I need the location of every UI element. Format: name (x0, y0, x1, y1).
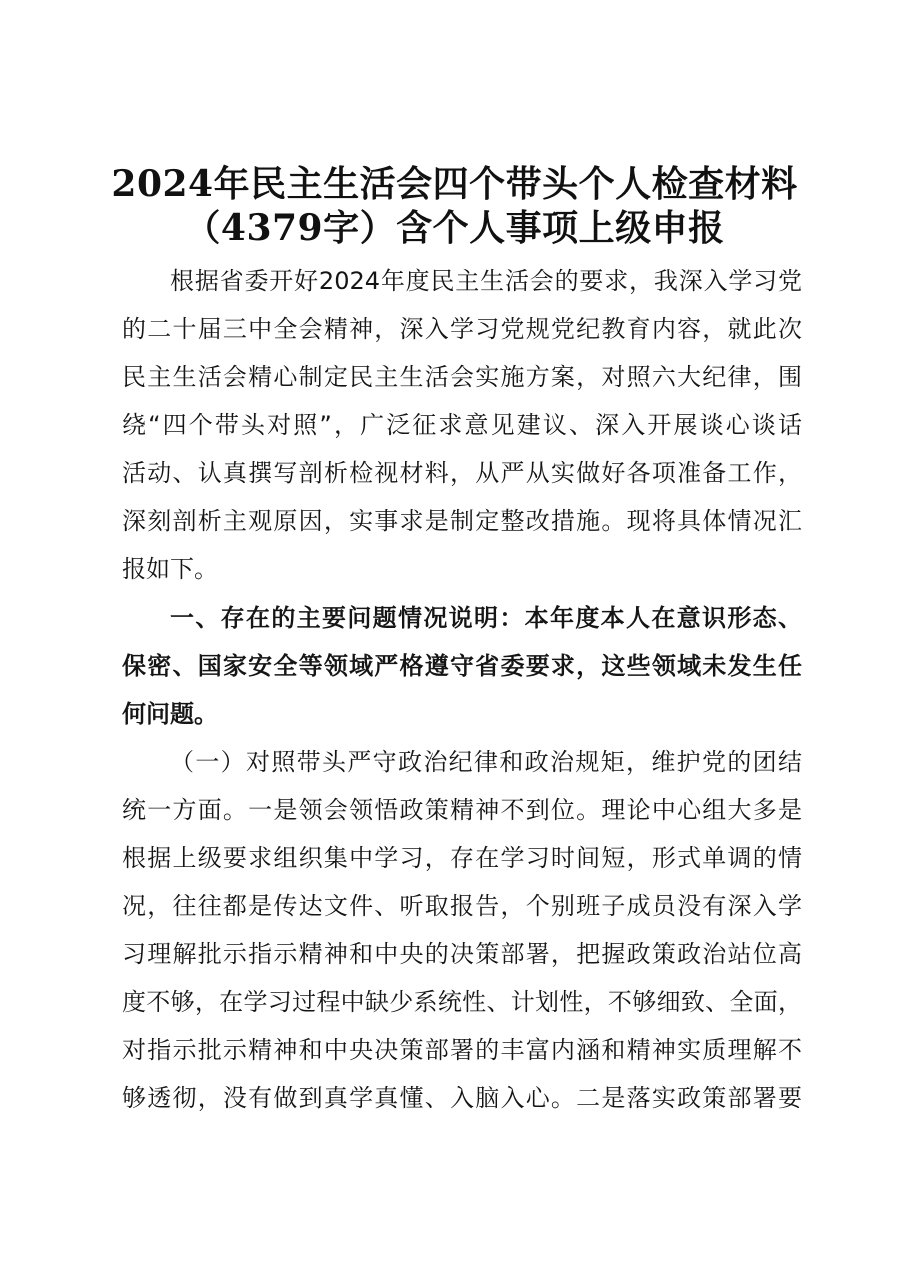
body-text-line: 习理解批示指示精神和中央的决策部署，把握政策政治站位高 (122, 940, 802, 968)
body-text-line: 够透彻，没有做到真学真懂、入脑入心。二是落实政策部署要 (122, 1084, 802, 1112)
body-text-line: 活动、认真撰写剖析检视材料，从严从实做好各项准备工作， (122, 459, 802, 487)
document-title-line-1: 2024年民主生活会四个带头个人检查材料 (111, 163, 798, 205)
body-text-line: 况，往往都是传达文件、听取报告，个别班子成员没有深入学 (122, 892, 802, 920)
document-title-line-2: （4379字）含个人事项上级申报 (184, 207, 725, 249)
body-text-line: 根据上级要求组织集中学习，存在学习时间短，形式单调的情 (122, 844, 802, 872)
body-text-line: 绕“四个带头对照”，广泛征求意见建议、深入开展谈心谈话 (122, 411, 802, 439)
body-text-line: 民主生活会精心制定民主生活会实施方案，对照六大纪律，围 (122, 363, 802, 391)
body-text-line: 的二十届三中全会精神，深入学习党规党纪教育内容，就此次 (122, 315, 802, 343)
body-text-line: 报如下。 (122, 555, 218, 583)
body-text-line: 统一方面。一是领会领悟政策精神不到位。理论中心组大多是 (122, 796, 802, 824)
section-heading-line: 何问题。 (122, 700, 218, 728)
section-heading-line: 保密、国家安全等领域严格遵守省委要求，这些领域未发生任 (122, 652, 802, 680)
body-text-line: 深刻剖析主观原因，实事求是制定整改措施。现将具体情况汇 (122, 507, 802, 535)
body-text-line: 根据省委开好2024年度民主生活会的要求，我深入学习党 (170, 267, 802, 295)
body-text-line: 度不够，在学习过程中缺少系统性、计划性，不够细致、全面， (122, 988, 802, 1016)
section-heading-line: 一、存在的主要问题情况说明：本年度本人在意识形态、 (170, 604, 802, 632)
body-text-line: （一）对照带头严守政治纪律和政治规矩，维护党的团结 (170, 748, 802, 776)
body-text-line: 对指示批示精神和中央决策部署的丰富内涵和精神实质理解不 (122, 1036, 802, 1064)
